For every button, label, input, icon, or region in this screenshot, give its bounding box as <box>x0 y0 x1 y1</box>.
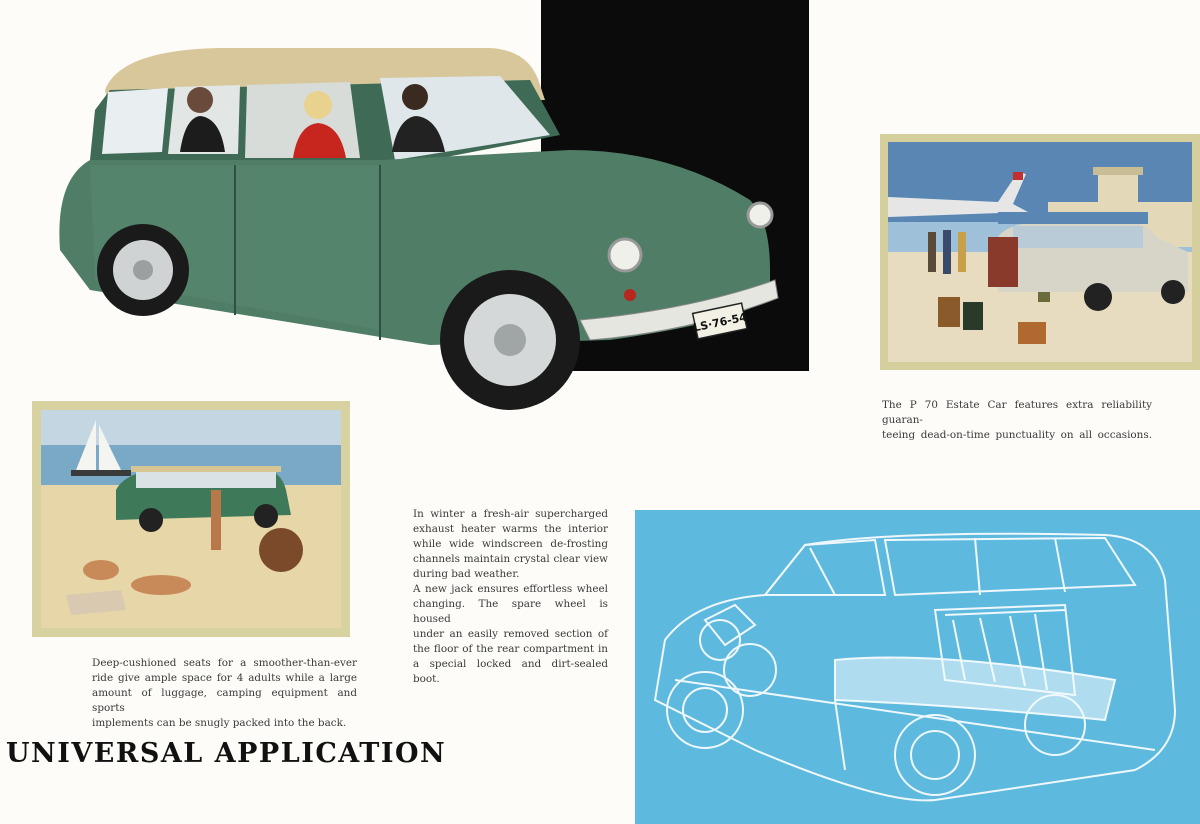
caption-line: exhaust heater warms the interior <box>413 523 608 535</box>
caption-line: a special locked and dirt-sealed boot. <box>413 658 608 685</box>
caption-line: teeing dead-on-time punctuality on all occasions. <box>882 429 1152 441</box>
page-title: UNIVERSAL APPLICATION <box>6 738 447 769</box>
cutaway-blueprint-illustration <box>635 510 1200 824</box>
beach-illustration <box>32 401 350 637</box>
caption-line: implements can be snugly packed into the back. <box>92 717 347 729</box>
airport-illustration <box>880 134 1200 370</box>
hero-car-illustration <box>50 40 785 430</box>
caption-jack <box>413 582 608 687</box>
caption-line: The P 70 Estate Car features extra reliability guaran- <box>882 399 1152 426</box>
caption-line: Deep-cushioned seats for a smoother-than-ever <box>92 657 357 669</box>
caption-line: under an easily removed section of <box>413 628 608 640</box>
caption-line: changing. The spare wheel is housed <box>413 598 608 625</box>
caption-line: the floor of the rear compartment in <box>413 643 608 655</box>
caption-line: during bad weather. <box>413 568 520 580</box>
license-plate-text: LS·76-54 <box>692 310 749 335</box>
caption-line: amount of luggage, camping equipment and sports <box>92 687 357 714</box>
caption-airport <box>882 398 1152 443</box>
caption-line: channels maintain crystal clear view <box>413 553 608 565</box>
caption-line: A new jack ensures effortless wheel <box>413 583 608 595</box>
caption-heater <box>413 507 608 582</box>
caption-line: In winter a fresh-air supercharged <box>413 508 608 520</box>
caption-line: while wide windscreen de-frosting <box>413 538 608 550</box>
caption-line: ride give ample space for 4 adults while a large <box>92 672 357 684</box>
caption-seats <box>92 656 357 731</box>
